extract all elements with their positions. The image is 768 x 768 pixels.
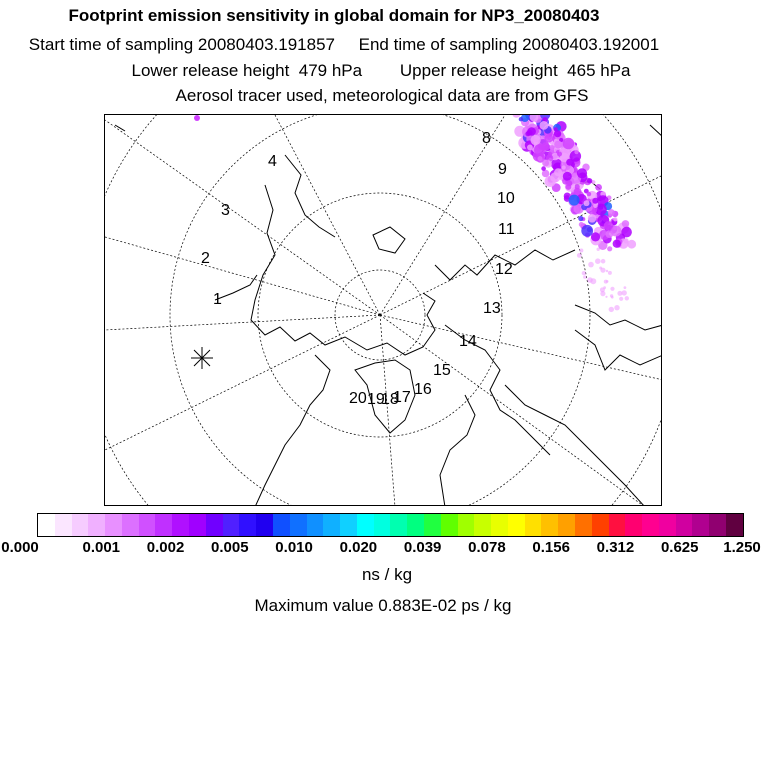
- plume-cell: [619, 297, 623, 301]
- plume-cell: [613, 240, 621, 248]
- plume-cell: [605, 296, 607, 298]
- plume-cell: [554, 127, 558, 131]
- plume-cell: [621, 227, 632, 238]
- color-scale-segment: [122, 514, 139, 536]
- track-label: 10: [497, 190, 515, 207]
- color-scale-segment: [390, 514, 407, 536]
- color-scale-tick-label: 1.250: [723, 539, 761, 556]
- color-scale-tick-label: 0.625: [660, 539, 699, 556]
- plume-cell: [562, 165, 566, 169]
- color-scale-tick-label: 0.010: [275, 539, 313, 556]
- coast-island: [373, 227, 405, 253]
- color-scale-segment: [625, 514, 642, 536]
- plume-cell: [601, 259, 606, 264]
- plume-cell: [595, 258, 601, 264]
- plume-cell: [582, 271, 586, 275]
- plume-cell: [566, 180, 572, 186]
- plume-cell: [622, 290, 627, 295]
- plume-cell: [587, 192, 592, 197]
- plume-cell: [584, 200, 590, 206]
- plume-cell: [583, 275, 586, 278]
- color-scale-segment: [55, 514, 72, 536]
- color-scale-segment: [474, 514, 491, 536]
- plume-cell: [613, 217, 617, 221]
- plume-cell: [611, 296, 614, 299]
- coast-alaska: [285, 155, 335, 237]
- plume-cell: [544, 134, 553, 143]
- plume-cell: [625, 296, 629, 300]
- color-scale-segment: [323, 514, 340, 536]
- color-scale-segment: [189, 514, 206, 536]
- coast-europe: [505, 385, 645, 506]
- color-scale-segment: [273, 514, 290, 536]
- release-height-line: Lower release height 479 hPa Upper release height 465 hPa: [131, 61, 631, 80]
- tracer-info-line: Aerosol tracer used, meteorological data are from GFS: [175, 86, 589, 105]
- color-scale-segment: [374, 514, 391, 536]
- color-scale-segment: [726, 514, 743, 536]
- plume-cell: [554, 141, 562, 149]
- plume-cell: [603, 286, 606, 289]
- coast-labrador: [255, 355, 330, 506]
- color-scale-segment: [441, 514, 458, 536]
- color-scale-tick-label: 0.020: [339, 539, 378, 556]
- map-canvas: [105, 115, 662, 506]
- plume-cell: [531, 135, 541, 145]
- meridian: [275, 115, 380, 315]
- color-scale-tick-label: 0.156: [532, 539, 570, 556]
- plume-cell: [604, 221, 613, 230]
- color-scale-segment: [407, 514, 424, 536]
- color-scale-segment: [642, 514, 659, 536]
- meridian: [380, 315, 645, 506]
- track-label: 15: [433, 362, 451, 379]
- track-label: 8: [482, 130, 491, 147]
- color-scale-segment: [692, 514, 709, 536]
- plume-cell: [587, 178, 592, 183]
- plume-cell: [593, 203, 598, 208]
- plume-cell: [512, 115, 520, 118]
- color-scale-unit: ns / kg: [361, 565, 413, 584]
- plume-cell: [541, 166, 546, 171]
- track-label: 13: [483, 300, 501, 317]
- plume-cell: [624, 286, 627, 289]
- color-scale-segment: [172, 514, 189, 536]
- plume-cell: [557, 152, 562, 157]
- coast-britain: [440, 395, 475, 506]
- plume-cell: [605, 230, 613, 238]
- track-label: 18: [381, 391, 399, 408]
- coast-fragment: [115, 125, 125, 131]
- color-scale-segment: [458, 514, 475, 536]
- track-label: 4: [268, 153, 277, 170]
- track-label: 2: [201, 250, 210, 267]
- plume-cell: [563, 138, 575, 150]
- plume-cell: [608, 209, 615, 216]
- plume-cell: [542, 160, 549, 167]
- color-scale-tick-label: 0.001: [82, 539, 121, 556]
- color-scale-segment: [307, 514, 324, 536]
- plume-cell: [549, 145, 554, 150]
- plume-cell: [578, 216, 583, 221]
- color-scale-segment: [424, 514, 441, 536]
- coast-canada: [251, 185, 435, 355]
- plume-cell: [607, 246, 612, 251]
- plume-cell: [592, 198, 598, 204]
- map-title: Footprint emission sensitivity in global domain for NP3_20080403: [68, 6, 600, 25]
- color-scale-segment: [525, 514, 542, 536]
- track-label: 16: [414, 381, 432, 398]
- plume-cell: [622, 220, 629, 227]
- coast-asia-2: [575, 330, 662, 370]
- track-labels: [201, 130, 515, 408]
- color-scale-ticks: [0, 539, 768, 559]
- color-scale-segment: [223, 514, 240, 536]
- color-scale-segment: [659, 514, 676, 536]
- release-point-asterisk-icon: [191, 347, 213, 369]
- track-label: 11: [498, 221, 515, 238]
- color-scale-tick-label: 0.312: [596, 539, 635, 556]
- polar-map: [104, 114, 662, 506]
- plume-cell: [588, 214, 597, 223]
- color-scale-segment: [558, 514, 575, 536]
- color-scale-tick-label: 0.039: [403, 539, 442, 556]
- plume-cell: [581, 225, 593, 237]
- maximum-value-text: Maximum value 0.883E-02 ps / kg: [254, 596, 512, 615]
- color-scale-segment: [72, 514, 89, 536]
- color-scale-segment: [155, 514, 172, 536]
- plume-cell: [554, 168, 562, 176]
- plume-cell: [540, 121, 549, 130]
- track-label: 9: [498, 161, 507, 178]
- sampling-time-line: Start time of sampling 20080403.191857 End time of sampling 20080403.192001: [28, 35, 660, 54]
- color-scale-bar: [37, 513, 744, 537]
- color-scale-segment: [105, 514, 122, 536]
- plume-cell: [610, 287, 614, 291]
- plume-cell: [590, 278, 596, 284]
- color-scale-segment: [38, 514, 55, 536]
- plume-cell: [579, 249, 583, 253]
- color-scale-segment: [609, 514, 626, 536]
- color-scale-segment: [709, 514, 726, 536]
- color-scale-segment: [88, 514, 105, 536]
- plume-cell: [597, 248, 600, 251]
- meridian: [105, 237, 380, 315]
- color-scale-tick-label: 0.002: [146, 539, 185, 556]
- color-scale-segment: [676, 514, 693, 536]
- plume-cell: [538, 156, 543, 161]
- color-scale-segment: [508, 514, 525, 536]
- plume-cell: [577, 253, 582, 258]
- coast-fragment: [650, 125, 662, 137]
- plume-cell: [534, 144, 546, 156]
- track-label: 19: [367, 391, 385, 408]
- plume-cell: [551, 159, 562, 170]
- color-scale-tick-label: 0.005: [211, 539, 249, 556]
- color-scale-segment: [290, 514, 307, 536]
- plume-cell: [609, 307, 614, 312]
- color-scale-segment: [541, 514, 558, 536]
- plume-cell: [194, 115, 200, 121]
- plume-cell: [588, 262, 594, 268]
- color-scale-segment: [139, 514, 156, 536]
- plume-cell: [595, 184, 602, 191]
- plume-cell: [577, 168, 587, 178]
- plume-cell: [606, 270, 608, 272]
- plume-cell: [579, 222, 584, 227]
- plume-cell: [604, 280, 608, 284]
- plume-cell: [599, 267, 602, 270]
- color-scale-segment: [592, 514, 609, 536]
- lat-circle-60: [170, 115, 590, 506]
- plume-cell: [608, 271, 612, 275]
- color-scale-segment: [256, 514, 273, 536]
- track-label: 1: [213, 291, 222, 308]
- color-scale-tick-label: 0.000: [1, 539, 39, 556]
- meridian: [105, 120, 380, 315]
- track-label: 12: [495, 261, 513, 278]
- color-scale-segment: [206, 514, 223, 536]
- plume-cell: [527, 130, 533, 136]
- plume-cell: [613, 226, 617, 230]
- track-label: 3: [221, 202, 230, 219]
- plume-cell: [563, 172, 572, 181]
- plume-cell: [627, 240, 636, 249]
- plume-cell: [519, 117, 523, 121]
- plume-cell: [569, 195, 580, 206]
- track-label: 14: [459, 333, 477, 350]
- color-scale-segment: [491, 514, 508, 536]
- color-scale-segment: [575, 514, 592, 536]
- plume-cell: [527, 145, 533, 151]
- plume-cell: [614, 305, 619, 310]
- color-scale-tick-label: 0.078: [468, 539, 506, 556]
- meridian: [105, 315, 380, 330]
- color-scale-segment: [340, 514, 357, 536]
- track-label: 17: [393, 389, 411, 406]
- color-scale-segment: [357, 514, 374, 536]
- plume-cell: [574, 150, 578, 154]
- color-scale-segment: [239, 514, 256, 536]
- track-label: 20: [349, 390, 367, 407]
